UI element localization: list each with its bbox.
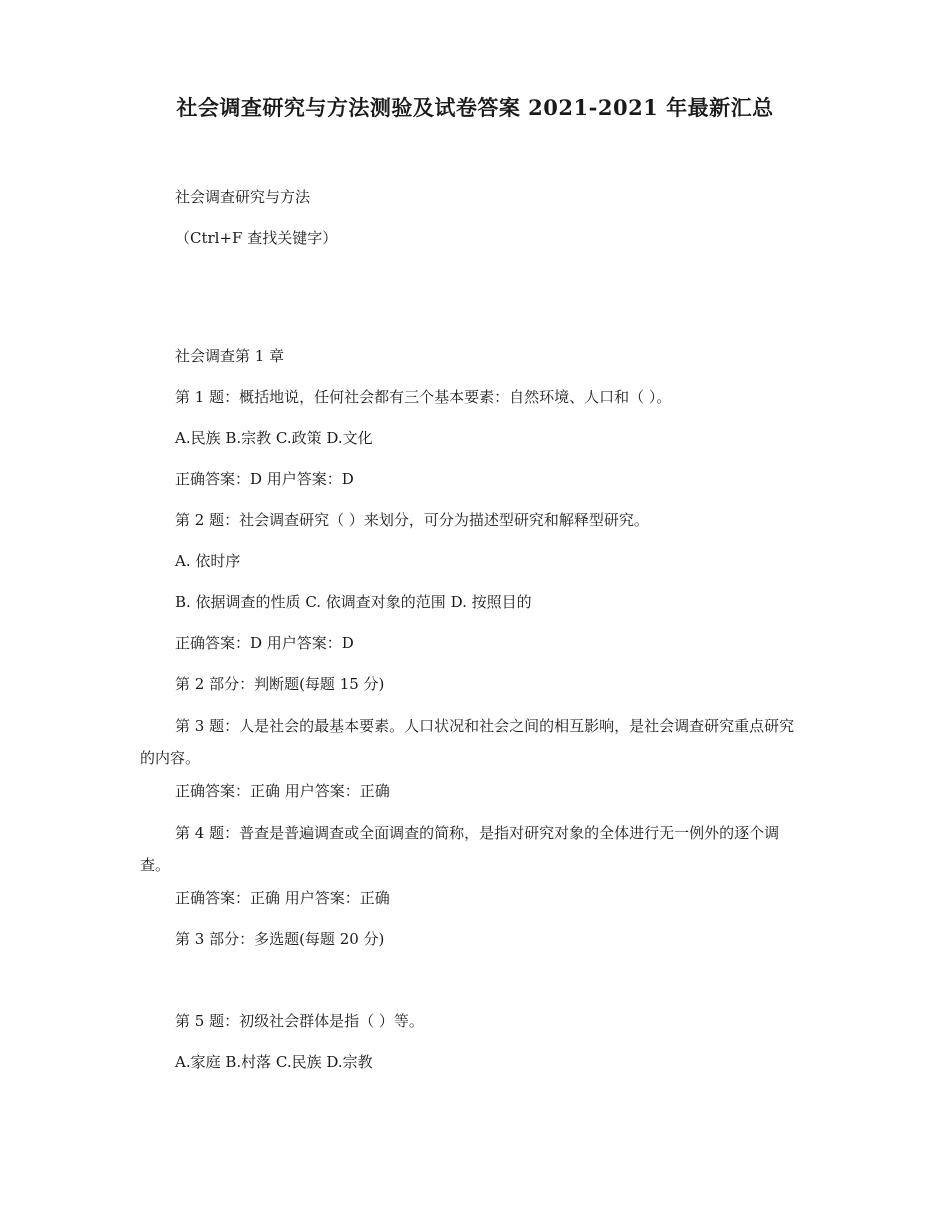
part-3-heading: 第 3 部分：多选题(每题 20 分) bbox=[175, 930, 385, 948]
question-5-options: A.家庭 B.村落 C.民族 D.宗教 bbox=[175, 1053, 373, 1071]
question-4-answer: 正确答案：正确 用户答案：正确 bbox=[175, 889, 390, 907]
question-2: 第 2 题：社会调查研究（ ）来划分，可分为描述型研究和解释型研究。 bbox=[175, 511, 649, 529]
question-1-options: A.民族 B.宗教 C.政策 D.文化 bbox=[175, 429, 373, 447]
search-hint: （Ctrl+F 查找关键字） bbox=[175, 229, 338, 247]
question-2-options-bcd: B. 依据调查的性质 C. 依调查对象的范围 D. 按照目的 bbox=[175, 593, 532, 611]
question-1-answer: 正确答案：D 用户答案：D bbox=[175, 470, 354, 488]
question-3: 第 3 题：人是社会的最基本要素。人口状况和社会之间的相互影响，是社会调查研究重点研究的内容。 bbox=[140, 717, 795, 767]
question-4: 第 4 题：普查是普遍调查或全面调查的简称，是指对研究对象的全体进行无一例外的逐个调查。 bbox=[140, 824, 780, 874]
question-3-answer: 正确答案：正确 用户答案：正确 bbox=[175, 782, 390, 800]
part-2-heading: 第 2 部分：判断题(每题 15 分) bbox=[175, 675, 385, 693]
question-2-option-a: A. 依时序 bbox=[175, 552, 241, 570]
document-title: 社会调查研究与方法测验及试卷答案 2021-2021 年最新汇总 bbox=[176, 95, 774, 120]
subtitle: 社会调查研究与方法 bbox=[175, 188, 311, 206]
question-5: 第 5 题：初级社会群体是指（ ）等。 bbox=[175, 1012, 424, 1030]
chapter-heading: 社会调查第 1 章 bbox=[175, 347, 285, 365]
question-1: 第 1 题：概括地说，任何社会都有三个基本要素：自然环境、人口和（ ）。 bbox=[175, 388, 672, 406]
question-2-answer: 正确答案：D 用户答案：D bbox=[175, 634, 354, 652]
